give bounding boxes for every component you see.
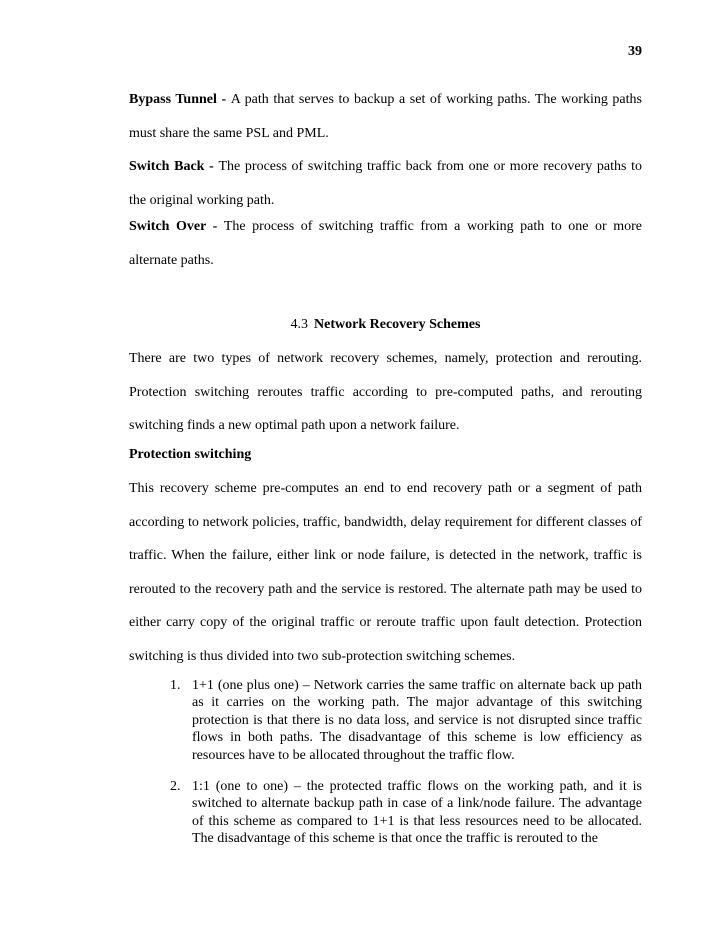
- definition-bypass-tunnel: [129, 83, 642, 150]
- definition-term: Bypass Tunnel: [129, 92, 217, 107]
- definition-separator: -: [204, 159, 219, 174]
- list-item-text: 1+1 (one plus one) – Network carries the same traffic on alternate back up path as it carries on the working path. The major advantage of this switching protection is that there is no data loss, and service is not disrupted since traffic flows in both paths. The disadvantage of this scheme is low efficiency as resources have to be allocated throughout the traffic flow.: [192, 678, 642, 763]
- list-item: [170, 778, 642, 848]
- definition-separator: -: [206, 219, 224, 234]
- list-item: [170, 677, 642, 764]
- intro-paragraph: There are two types of network recovery schemes, namely, protection and rerouting. Protection switching reroutes traffic according to pre-computed paths, and rerouting switching finds a new optimal path upon a network failure.: [129, 351, 642, 433]
- definition-term: Switch Back: [129, 159, 205, 174]
- definition-text: The process of switching traffic from a working path to one or more alternate paths.: [129, 219, 643, 268]
- section-title: Network Recovery Schemes: [314, 317, 481, 332]
- definition-text: The process of switching traffic back from one or more recovery paths to the original working path.: [129, 159, 642, 208]
- definition-separator: -: [216, 92, 231, 107]
- numbered-list: [170, 677, 642, 848]
- section-number: 4.3: [290, 317, 309, 332]
- page-number: 39: [628, 44, 642, 59]
- section-heading: [129, 315, 642, 335]
- list-item-text: 1:1 (one to one) – the protected traffic flows on the working path, and it is switched to alternate backup path in case of a link/node failure. The advantage of this scheme as compared to 1+1 is that less resources need to be allocated. The disadvantage of this scheme is that once the traffic is rerouted to the: [192, 779, 642, 847]
- subheading: [129, 438, 642, 472]
- list-marker: 1.: [170, 678, 181, 693]
- subheading-text: Protection switching: [129, 447, 252, 462]
- definition-switch-over: [129, 210, 642, 277]
- definition-switch-back: [129, 150, 642, 217]
- definition-text: A path that serves to backup a set of working paths. The working paths must share the same PSL and PML.: [129, 92, 642, 141]
- body-paragraph: This recovery scheme pre-computes an end to end recovery path or a segment of path according to network policies, traffic, bandwidth, delay requirement for different classes of traffic. When the failure, either link or node failure, is detected in the network, traffic is rerouted to the recovery path and the service is restored. The alternate path may be used to either carry copy of the original traffic or reroute traffic upon fault detection. Protection switching is thus divided into two sub-protection switching schemes.: [129, 481, 642, 664]
- definition-term: Switch Over: [129, 219, 207, 234]
- list-marker: 2.: [170, 779, 181, 795]
